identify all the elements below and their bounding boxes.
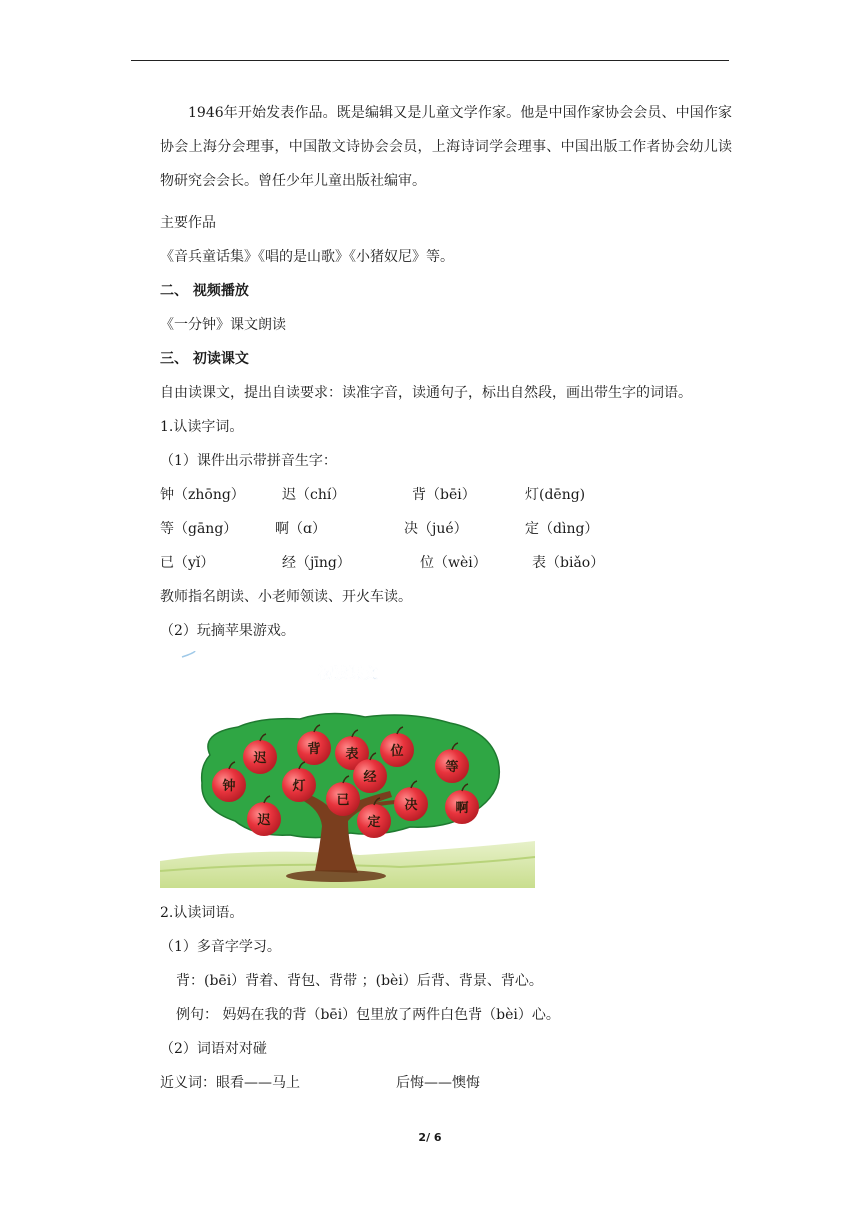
synonym-pair-2: 后悔——懊悔 [396, 1075, 480, 1091]
section2-text: 《一分钟》课文朗读 [160, 317, 286, 333]
pinyin-cell: 背（bēi） [412, 487, 476, 503]
section3-heading: 三、 初读课文 [160, 351, 249, 367]
apple-character: 背 [307, 742, 321, 757]
step1: 1.认读字词。 [160, 419, 244, 435]
step2-sub2: （2）词语对对碰 [160, 1041, 267, 1057]
apple-tree-figure [160, 651, 535, 888]
works-heading: 主要作品 [160, 215, 216, 231]
apple-character: 定 [367, 815, 381, 830]
apple-character: 经 [363, 770, 377, 785]
pinyin-cell: 钟（zhōng） [160, 487, 245, 503]
header-rule [131, 60, 729, 61]
apple-character: 决 [404, 798, 418, 813]
apple-character: 迟 [257, 813, 271, 828]
apple-character: 已 [336, 793, 350, 808]
pinyin-cell: 位（wèi） [420, 555, 487, 571]
pinyin-cell: 灯(dēng) [525, 487, 586, 503]
example-line: 例句： 妈妈在我的背（bēi）包里放了两件白色背（bèi）心。 [176, 1007, 560, 1023]
pinyin-cell: 经（jīng） [282, 555, 351, 571]
pinyin-cell: 啊（ɑ） [275, 521, 326, 537]
polyphone-line: 背：(bēi）背着、背包、背带 ；(bèi）后背、背景、背心。 [176, 973, 543, 989]
apple-character: 迟 [253, 751, 267, 766]
step2-sub1: （1）多音字学习。 [160, 939, 281, 955]
pinyin-cell: 决（jué） [404, 521, 468, 537]
section3-instruction: 自由读课文，提出自读要求：读准字音，读通句子，标出自然段，画出带生字的词语。 [160, 385, 692, 401]
pinyin-cell: 表（biǎo） [532, 555, 605, 571]
apple-character: 钟 [222, 779, 236, 794]
works-list: 《音兵童话集》《唱的是山歌》《小猪奴尼》等。 [160, 249, 454, 265]
step1-sub2: （2）玩摘苹果游戏。 [160, 623, 295, 639]
apple-character: 灯 [292, 779, 306, 794]
page-number: 2/ 6 [418, 1131, 442, 1144]
pinyin-cell: 等（gāng） [160, 521, 238, 537]
pinyin-cell: 迟（chí） [282, 487, 346, 503]
pinyin-cell: 已（yǐ） [160, 555, 215, 571]
step1-sub1: （1）课件出示带拼音生字： [160, 453, 337, 469]
step2: 2.认读词语。 [160, 905, 244, 921]
apple-character: 表 [345, 747, 359, 762]
apple-character: 位 [390, 744, 404, 759]
apple-character: 啊 [455, 801, 469, 816]
synonym-label: 近义词：眼看——马上 [160, 1075, 300, 1091]
reading-methods: 教师指名朗读、小老师领读、开火车读。 [160, 589, 412, 605]
section2-heading: 二、 视频播放 [160, 283, 249, 299]
pinyin-cell: 定（dìng） [525, 521, 599, 537]
banner [317, 664, 378, 682]
intro-paragraph: 1946年开始发表作品。既是编辑又是儿童文学作家。他是中国作家协会会员、中国作家协会上海分会理事，中国散文诗协会会员，上海诗词学会理事、中国出版工作者协会幼儿读物研究会会长。曾任少年儿童出版社编审。 [160, 105, 732, 189]
apple-character: 等 [445, 760, 459, 775]
banner-text: 初读课文 [317, 664, 379, 682]
